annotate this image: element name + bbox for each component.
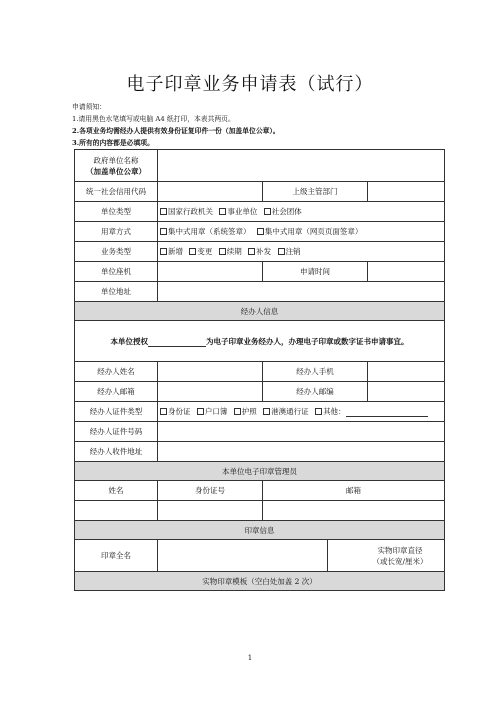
section-seal-info: 印章信息 [75,521,445,540]
section-seal-template: 实物印章模板（空白处加盖 2 次） [75,572,445,591]
row-biz-type [75,242,445,262]
row-credit-code [75,182,445,202]
unit-type-checkbox-2[interactable] [219,208,226,215]
id-type-checkbox-3[interactable] [234,408,241,415]
section-agent-info: 经办人信息 [75,302,445,321]
supervisor-field[interactable] [368,182,445,202]
row-agent-recv-addr [75,442,445,462]
agent-id-type-options: 身份证 户口簿 护照 港澳通行证 其他： [158,402,445,422]
seal-fullname-label: 印章全名 [75,540,158,572]
seal-diameter-label: 实物印章直径 [377,545,423,555]
row-authorization [75,321,445,362]
supervisor-label: 上级主管部门 [263,182,368,202]
application-form-table [74,149,445,591]
seal-mode-checkbox-2[interactable] [257,228,264,235]
biz-type-checkbox-4[interactable] [248,248,255,255]
page-number: 1 [247,654,253,662]
apply-time-label: 申请时间 [263,262,368,282]
seal-diameter-cell [328,540,445,572]
id-type-checkbox-1[interactable] [160,408,167,415]
agent-recv-addr-field[interactable] [158,442,445,462]
unit-type-checkbox-1[interactable] [160,208,167,215]
row-unit-phone [75,262,445,282]
admin-col-name: 姓名 [75,481,158,501]
id-type-checkbox-2[interactable] [197,408,204,415]
admin-id-field[interactable] [158,501,263,521]
biz-type-checkbox-1[interactable] [160,248,167,255]
unit-type-checkbox-3[interactable] [264,208,271,215]
seal-mode-label: 用章方式 [75,222,158,242]
admin-col-email: 邮箱 [263,481,445,501]
row-seal-mode [75,222,445,242]
org-name-label: 政府单位名称 （加盖单位公章） [75,150,158,182]
unit-phone-field[interactable] [158,262,263,282]
biz-type-label: 业务类型 [75,242,158,262]
form-title: 电子印章业务申请表（试行） [126,74,374,95]
id-type-other-blank[interactable] [346,408,428,417]
row-unit-type [75,202,445,222]
credit-code-field[interactable] [158,182,263,202]
agent-recv-addr-label: 经办人收件地址 [75,442,158,462]
agent-mobile-field[interactable] [368,362,445,382]
id-type-checkbox-5[interactable] [315,408,322,415]
seal-mode-checkbox-1[interactable] [160,228,167,235]
seal-diameter-sublabel: （或长宽/厘米） [372,556,428,566]
seal-mode-options: 集中式用章（系统签章） 集中式用章（网页页面签章） [158,222,445,242]
note-item-3: 3.所有的内容都是必填项。 [72,139,154,147]
admin-name-field[interactable] [75,501,158,521]
agent-id-no-label: 经办人证件号码 [75,422,158,442]
unit-addr-label: 单位地址 [75,282,158,302]
row-agent-email [75,382,445,402]
biz-type-checkbox-5[interactable] [278,248,285,255]
row-agent-name [75,362,445,382]
agent-name-label: 经办人姓名 [75,362,158,382]
id-type-checkbox-4[interactable] [263,408,270,415]
biz-type-checkbox-2[interactable] [189,248,196,255]
row-admin-entry [75,501,445,521]
row-admin-header [75,481,445,501]
application-notes [72,101,280,149]
row-agent-id-no [75,422,445,442]
seal-fullname-field[interactable] [158,540,328,572]
row-agent-id-type [75,402,445,422]
unit-type-label: 单位类型 [75,202,158,222]
apply-time-field[interactable] [368,262,445,282]
authorization-statement: 本单位授权 为电子印章业务经办人，办理电子印章或数字证书申请事宜。 [75,321,445,362]
section-seal-admin: 本单位电子印章管理员 [75,462,445,481]
row-seal-fullname [75,540,445,572]
agent-email-field[interactable] [158,382,263,402]
unit-addr-field[interactable] [158,282,445,302]
note-item-1: 1.请用黑色水笔填写或电脑 A4 纸打印，本表共两页。 [72,115,235,123]
admin-email-field[interactable] [263,501,445,521]
unit-phone-label: 单位座机 [75,262,158,282]
org-name-field[interactable] [158,150,445,182]
note-item-2: 2.各项业务均需经办人提供有效身份证复印件一份（加盖单位公章）。 [72,127,280,135]
biz-type-options: 新增 变更 续期 补发 注销 [158,242,445,262]
biz-type-checkbox-3[interactable] [219,248,226,255]
agent-name-field[interactable] [158,362,263,382]
agent-zip-label: 经办人邮编 [263,382,368,402]
agent-email-label: 经办人邮箱 [75,382,158,402]
agent-mobile-label: 经办人手机 [263,362,368,382]
agent-zip-field[interactable] [368,382,445,402]
credit-code-label: 统一社会信用代码 [75,182,158,202]
authorized-agent-blank[interactable] [148,338,206,347]
admin-col-id: 身份证号 [158,481,263,501]
notes-heading: 申请须知： [72,103,106,111]
row-org-name [75,150,445,182]
agent-id-type-label: 经办人证件类型 [75,402,158,422]
unit-type-options: 国家行政机关 事业单位 社会团体 [158,202,445,222]
row-unit-addr [75,282,445,302]
agent-id-no-field[interactable] [158,422,445,442]
